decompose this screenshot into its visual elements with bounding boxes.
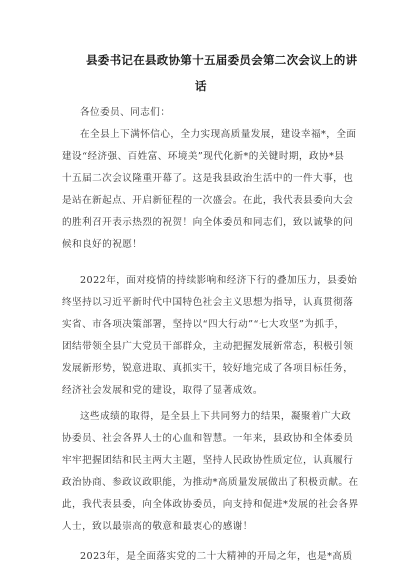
paragraph-1-line-1: 在全县上下满怀信心，全力实现高质量发展，建设幸福*，全面 bbox=[80, 129, 357, 140]
paragraph-3-line-1: 这些成绩的取得，是全县上下共同努力的结果，凝聚着广大政 bbox=[80, 411, 352, 422]
paragraph-2-line-2: 终坚持以习近平新时代中国特色社会主义思想为指导，认真贯彻落 bbox=[62, 297, 354, 308]
paragraph-3-line-6: 人士，致以最崇高的敬意和最衷心的感谢！ bbox=[62, 521, 253, 532]
paragraph-2-line-3: 实省、市各项决策部署，坚持以“四大行动”“七大攻坚”为抓手， bbox=[62, 319, 345, 330]
paragraph-1-line-5: 的胜利召开表示热烈的祝贺！向全体委员和同志们，致以诚挚的问 bbox=[62, 217, 354, 228]
paragraph-3-line-5: 此，我代表县委，向全体政协委员，向支持和促进*发展的社会各界 bbox=[62, 499, 359, 510]
paragraph-3-line-2: 协委员、社会各界人士的心血和智慧。一年来，县政协和全体委员 bbox=[62, 433, 354, 444]
paragraph-4-line-1: 2023年，是全面落实党的二十大精神的开局之年，也是*高质 bbox=[80, 551, 353, 562]
paragraph-1-line-6: 候和良好的祝愿！ bbox=[62, 239, 143, 250]
document-title-line-1: 县委书记在县政协第十五届委员会第二次会议上的讲 bbox=[86, 53, 358, 67]
paragraph-2-line-1: 2022年，面对疫情的持续影响和经济下行的叠加压力，县委始 bbox=[80, 275, 358, 286]
salutation: 各位委员、同志们： bbox=[80, 107, 171, 118]
paragraph-3-line-3: 牢牢把握团结和民主两大主题，坚持人民政协性质定位，认真履行 bbox=[62, 455, 354, 466]
paragraph-1-line-3: 十五届二次会议隆重开幕了。这是我县政治生活中的一件大事，也 bbox=[62, 173, 354, 184]
paragraph-2-line-4: 团结带领全县广大党员干部群众，主动把握发展新常态，积极引领 bbox=[62, 341, 354, 352]
document-title-line-2: 话 bbox=[195, 79, 207, 93]
paragraph-3-line-4: 政治协商、参政议政职能，为推动*高质量发展做出了积极贡献。在 bbox=[62, 477, 359, 488]
paragraph-1-line-2: 建设“经济强、百姓富、环境美”现代化新*的关键时期，政协*县 bbox=[62, 151, 345, 162]
paragraph-1-line-4: 是站在新起点、开启新征程的一次盛会。在此，我代表县委向大会 bbox=[62, 195, 354, 206]
paragraph-2-line-5: 发展新形势，锐意进取、真抓实干，较好地完成了各项目标任务， bbox=[62, 363, 354, 374]
paragraph-2-line-6: 经济社会发展和党的建设，取得了显著成效。 bbox=[62, 385, 263, 396]
